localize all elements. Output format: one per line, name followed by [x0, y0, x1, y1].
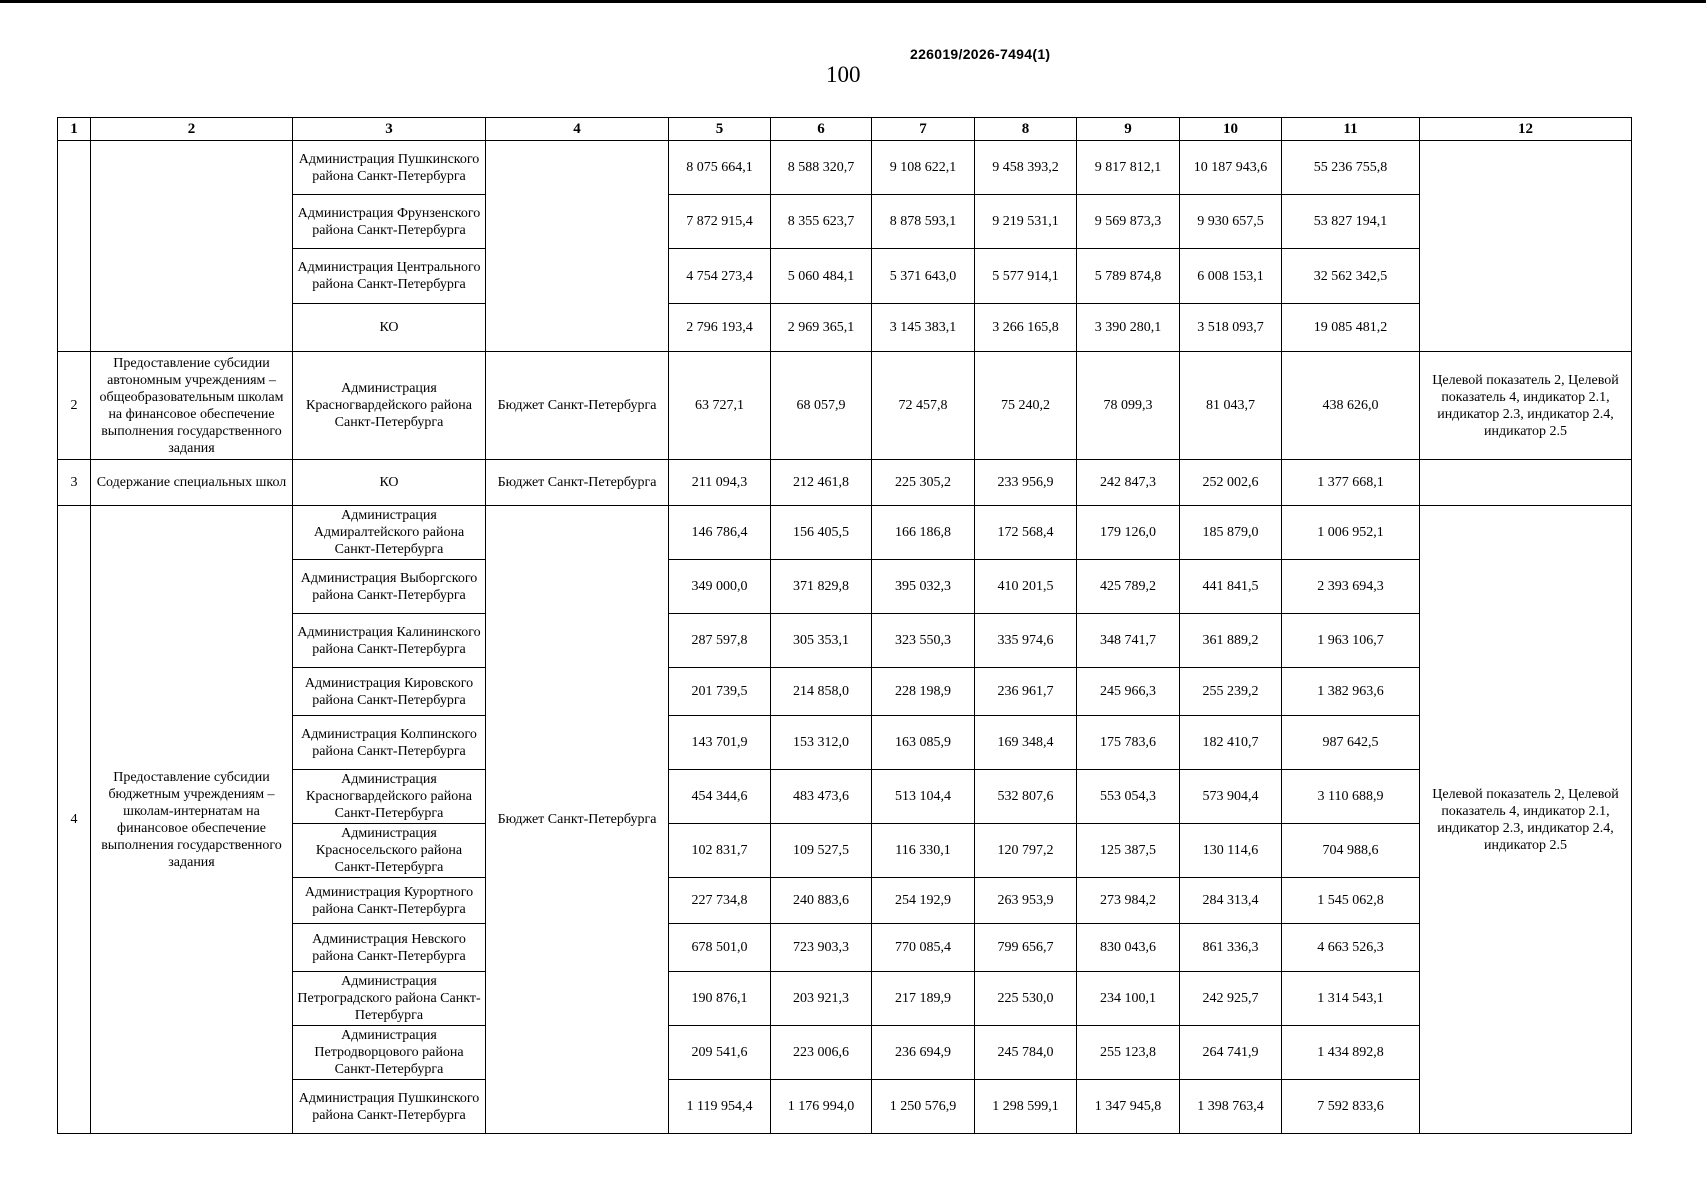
year-value-cell: 252 002,6 — [1180, 460, 1282, 506]
column-header: 4 — [486, 118, 669, 141]
year-value-cell: 284 313,4 — [1180, 878, 1282, 924]
table-row — [58, 560, 1632, 614]
table-row — [58, 195, 1632, 249]
year-value-cell: 179 126,0 — [1077, 506, 1180, 560]
year-value-cell: 242 847,3 — [1077, 460, 1180, 506]
year-value-cell: 323 550,3 — [872, 614, 975, 668]
year-value-cell: 156 405,5 — [771, 506, 872, 560]
total-value-cell: 7 592 833,6 — [1282, 1080, 1420, 1134]
year-value-cell: 361 889,2 — [1180, 614, 1282, 668]
year-value-cell: 5 371 643,0 — [872, 249, 975, 304]
year-value-cell: 225 530,0 — [975, 972, 1077, 1026]
year-value-cell: 349 000,0 — [669, 560, 771, 614]
executor-cell: Администрация Красносельского района Санкт-Петербурга — [293, 824, 486, 878]
year-value-cell: 245 966,3 — [1077, 668, 1180, 716]
table-row — [58, 972, 1632, 1026]
total-value-cell: 3 110 688,9 — [1282, 770, 1420, 824]
table-row — [58, 304, 1632, 352]
year-value-cell: 223 006,6 — [771, 1026, 872, 1080]
executor-cell: Администрация Красногвардейского района Санкт-Петербурга — [293, 770, 486, 824]
target-indicators — [1420, 141, 1632, 352]
total-value-cell: 1 314 543,1 — [1282, 972, 1420, 1026]
executor-cell: Администрация Выборгского района Санкт-Петербурга — [293, 560, 486, 614]
total-value-cell: 1 006 952,1 — [1282, 506, 1420, 560]
year-value-cell: 305 353,1 — [771, 614, 872, 668]
year-value-cell: 573 904,4 — [1180, 770, 1282, 824]
row-number: 4 — [58, 506, 91, 1134]
total-value-cell: 1 434 892,8 — [1282, 1026, 1420, 1080]
table-row — [58, 141, 1632, 195]
year-value-cell: 8 075 664,1 — [669, 141, 771, 195]
year-value-cell: 3 266 165,8 — [975, 304, 1077, 352]
executor-cell: Администрация Петродворцового района Санкт-Петербурга — [293, 1026, 486, 1080]
year-value-cell: 1 176 994,0 — [771, 1080, 872, 1134]
executor-cell: Администрация Красногвардейского района Санкт-Петербурга — [293, 352, 486, 460]
year-value-cell: 240 883,6 — [771, 878, 872, 924]
year-value-cell: 8 355 623,7 — [771, 195, 872, 249]
year-value-cell: 182 410,7 — [1180, 716, 1282, 770]
funding-source: Бюджет Санкт-Петербурга — [486, 460, 669, 506]
year-value-cell: 211 094,3 — [669, 460, 771, 506]
total-value-cell: 2 393 694,3 — [1282, 560, 1420, 614]
measure-description: Предоставление субсидии бюджетным учреждениям – школам-интернатам на финансовое обеспечение выполнения государственного задания — [91, 506, 293, 1134]
column-header: 11 — [1282, 118, 1420, 141]
table-row — [58, 614, 1632, 668]
year-value-cell: 214 858,0 — [771, 668, 872, 716]
year-value-cell: 190 876,1 — [669, 972, 771, 1026]
year-value-cell: 553 054,3 — [1077, 770, 1180, 824]
total-value-cell: 1 382 963,6 — [1282, 668, 1420, 716]
year-value-cell: 441 841,5 — [1180, 560, 1282, 614]
table-row — [58, 824, 1632, 878]
year-value-cell: 143 701,9 — [669, 716, 771, 770]
year-value-cell: 153 312,0 — [771, 716, 872, 770]
target-indicators: Целевой показатель 2, Целевой показатель 4, индикатор 2.1, индикатор 2.3, индикатор 2.4, индикатор 2.5 — [1420, 352, 1632, 460]
year-value-cell: 425 789,2 — [1077, 560, 1180, 614]
executor-cell: Администрация Кировского района Санкт-Петербурга — [293, 668, 486, 716]
total-value-cell: 1 963 106,7 — [1282, 614, 1420, 668]
column-header: 12 — [1420, 118, 1632, 141]
year-value-cell: 63 727,1 — [669, 352, 771, 460]
year-value-cell: 348 741,7 — [1077, 614, 1180, 668]
year-value-cell: 109 527,5 — [771, 824, 872, 878]
table-row — [58, 249, 1632, 304]
column-header: 10 — [1180, 118, 1282, 141]
budget-table — [57, 117, 1632, 1134]
executor-cell: Администрация Петроградского района Санкт-Петербурга — [293, 972, 486, 1026]
year-value-cell: 120 797,2 — [975, 824, 1077, 878]
target-indicators: Целевой показатель 2, Целевой показатель 4, индикатор 2.1, индикатор 2.3, индикатор 2.4, индикатор 2.5 — [1420, 506, 1632, 1134]
funding-source: Бюджет Санкт-Петербурга — [486, 352, 669, 460]
table-row — [58, 716, 1632, 770]
executor-cell: Администрация Курортного района Санкт-Петербурга — [293, 878, 486, 924]
total-value-cell: 55 236 755,8 — [1282, 141, 1420, 195]
year-value-cell: 255 239,2 — [1180, 668, 1282, 716]
total-value-cell: 987 642,5 — [1282, 716, 1420, 770]
year-value-cell: 102 831,7 — [669, 824, 771, 878]
total-value-cell: 704 988,6 — [1282, 824, 1420, 878]
total-value-cell: 1 545 062,8 — [1282, 878, 1420, 924]
table-body — [58, 118, 1632, 1134]
year-value-cell: 233 956,9 — [975, 460, 1077, 506]
table-row — [58, 1026, 1632, 1080]
table-header-row — [58, 118, 1632, 141]
year-value-cell: 227 734,8 — [669, 878, 771, 924]
column-header: 5 — [669, 118, 771, 141]
total-value-cell: 4 663 526,3 — [1282, 924, 1420, 972]
executor-cell: Администрация Колпинского района Санкт-Петербурга — [293, 716, 486, 770]
year-value-cell: 245 784,0 — [975, 1026, 1077, 1080]
executor-cell: КО — [293, 460, 486, 506]
year-value-cell: 172 568,4 — [975, 506, 1077, 560]
year-value-cell: 81 043,7 — [1180, 352, 1282, 460]
year-value-cell: 1 250 576,9 — [872, 1080, 975, 1134]
row-number: 3 — [58, 460, 91, 506]
column-header: 8 — [975, 118, 1077, 141]
year-value-cell: 678 501,0 — [669, 924, 771, 972]
year-value-cell: 9 108 622,1 — [872, 141, 975, 195]
executor-cell: Администрация Невского района Санкт-Петербурга — [293, 924, 486, 972]
funding-source: Бюджет Санкт-Петербурга — [486, 506, 669, 1134]
year-value-cell: 228 198,9 — [872, 668, 975, 716]
year-value-cell: 830 043,6 — [1077, 924, 1180, 972]
year-value-cell: 209 541,6 — [669, 1026, 771, 1080]
funding-source — [486, 141, 669, 352]
column-header: 2 — [91, 118, 293, 141]
column-header: 7 — [872, 118, 975, 141]
year-value-cell: 203 921,3 — [771, 972, 872, 1026]
column-header: 9 — [1077, 118, 1180, 141]
year-value-cell: 78 099,3 — [1077, 352, 1180, 460]
year-value-cell: 225 305,2 — [872, 460, 975, 506]
executor-cell: Администрация Фрунзенского района Санкт-Петербурга — [293, 195, 486, 249]
year-value-cell: 8 878 593,1 — [872, 195, 975, 249]
year-value-cell: 163 085,9 — [872, 716, 975, 770]
year-value-cell: 9 569 873,3 — [1077, 195, 1180, 249]
year-value-cell: 1 119 954,4 — [669, 1080, 771, 1134]
measure-description: Содержание специальных школ — [91, 460, 293, 506]
year-value-cell: 861 336,3 — [1180, 924, 1282, 972]
column-header: 1 — [58, 118, 91, 141]
year-value-cell: 532 807,6 — [975, 770, 1077, 824]
year-value-cell: 236 961,7 — [975, 668, 1077, 716]
year-value-cell: 723 903,3 — [771, 924, 872, 972]
page-number: 100 — [826, 62, 861, 87]
table-row — [58, 1080, 1632, 1134]
year-value-cell: 217 189,9 — [872, 972, 975, 1026]
year-value-cell: 255 123,8 — [1077, 1026, 1180, 1080]
year-value-cell: 7 872 915,4 — [669, 195, 771, 249]
year-value-cell: 371 829,8 — [771, 560, 872, 614]
measure-description — [91, 141, 293, 352]
year-value-cell: 212 461,8 — [771, 460, 872, 506]
year-value-cell: 2 796 193,4 — [669, 304, 771, 352]
total-value-cell: 19 085 481,2 — [1282, 304, 1420, 352]
measure-description: Предоставление субсидии автономным учреждениям – общеобразовательным школам на финансовое обеспечение выполнения государственного задания — [91, 352, 293, 460]
executor-cell: КО — [293, 304, 486, 352]
year-value-cell: 395 032,3 — [872, 560, 975, 614]
year-value-cell: 9 817 812,1 — [1077, 141, 1180, 195]
table-row — [58, 668, 1632, 716]
year-value-cell: 3 518 093,7 — [1180, 304, 1282, 352]
total-value-cell: 53 827 194,1 — [1282, 195, 1420, 249]
year-value-cell: 175 783,6 — [1077, 716, 1180, 770]
target-indicators — [1420, 460, 1632, 506]
table-row — [58, 878, 1632, 924]
year-value-cell: 75 240,2 — [975, 352, 1077, 460]
executor-cell: Администрация Пушкинского района Санкт-Петербурга — [293, 1080, 486, 1134]
year-value-cell: 242 925,7 — [1180, 972, 1282, 1026]
year-value-cell: 236 694,9 — [872, 1026, 975, 1080]
year-value-cell: 5 789 874,8 — [1077, 249, 1180, 304]
year-value-cell: 454 344,6 — [669, 770, 771, 824]
year-value-cell: 410 201,5 — [975, 560, 1077, 614]
table-row — [58, 352, 1632, 460]
scan-top-border — [0, 0, 1706, 3]
year-value-cell: 146 786,4 — [669, 506, 771, 560]
year-value-cell: 169 348,4 — [975, 716, 1077, 770]
table-row — [58, 924, 1632, 972]
year-value-cell: 166 186,8 — [872, 506, 975, 560]
year-value-cell: 116 330,1 — [872, 824, 975, 878]
year-value-cell: 8 588 320,7 — [771, 141, 872, 195]
year-value-cell: 3 145 383,1 — [872, 304, 975, 352]
year-value-cell: 9 458 393,2 — [975, 141, 1077, 195]
year-value-cell: 201 739,5 — [669, 668, 771, 716]
executor-cell: Администрация Адмиралтейского района Санкт-Петербурга — [293, 506, 486, 560]
year-value-cell: 1 347 945,8 — [1077, 1080, 1180, 1134]
year-value-cell: 9 219 531,1 — [975, 195, 1077, 249]
document-id: 226019/2026-7494(1) — [910, 46, 1051, 62]
year-value-cell: 254 192,9 — [872, 878, 975, 924]
year-value-cell: 125 387,5 — [1077, 824, 1180, 878]
year-value-cell: 6 008 153,1 — [1180, 249, 1282, 304]
table-row — [58, 506, 1632, 560]
year-value-cell: 799 656,7 — [975, 924, 1077, 972]
total-value-cell: 32 562 342,5 — [1282, 249, 1420, 304]
row-number — [58, 141, 91, 352]
total-value-cell: 438 626,0 — [1282, 352, 1420, 460]
year-value-cell: 5 577 914,1 — [975, 249, 1077, 304]
table-row — [58, 770, 1632, 824]
executor-cell: Администрация Калининского района Санкт-Петербурга — [293, 614, 486, 668]
column-header: 6 — [771, 118, 872, 141]
year-value-cell: 273 984,2 — [1077, 878, 1180, 924]
table-row — [58, 460, 1632, 506]
column-header: 3 — [293, 118, 486, 141]
year-value-cell: 513 104,4 — [872, 770, 975, 824]
executor-cell: Администрация Пушкинского района Санкт-Петербурга — [293, 141, 486, 195]
year-value-cell: 130 114,6 — [1180, 824, 1282, 878]
year-value-cell: 1 398 763,4 — [1180, 1080, 1282, 1134]
total-value-cell: 1 377 668,1 — [1282, 460, 1420, 506]
year-value-cell: 234 100,1 — [1077, 972, 1180, 1026]
year-value-cell: 1 298 599,1 — [975, 1080, 1077, 1134]
year-value-cell: 5 060 484,1 — [771, 249, 872, 304]
year-value-cell: 9 930 657,5 — [1180, 195, 1282, 249]
year-value-cell: 3 390 280,1 — [1077, 304, 1180, 352]
executor-cell: Администрация Центрального района Санкт-Петербурга — [293, 249, 486, 304]
year-value-cell: 72 457,8 — [872, 352, 975, 460]
year-value-cell: 483 473,6 — [771, 770, 872, 824]
row-number: 2 — [58, 352, 91, 460]
year-value-cell: 4 754 273,4 — [669, 249, 771, 304]
year-value-cell: 2 969 365,1 — [771, 304, 872, 352]
year-value-cell: 770 085,4 — [872, 924, 975, 972]
year-value-cell: 185 879,0 — [1180, 506, 1282, 560]
year-value-cell: 335 974,6 — [975, 614, 1077, 668]
year-value-cell: 263 953,9 — [975, 878, 1077, 924]
year-value-cell: 287 597,8 — [669, 614, 771, 668]
year-value-cell: 10 187 943,6 — [1180, 141, 1282, 195]
year-value-cell: 264 741,9 — [1180, 1026, 1282, 1080]
year-value-cell: 68 057,9 — [771, 352, 872, 460]
